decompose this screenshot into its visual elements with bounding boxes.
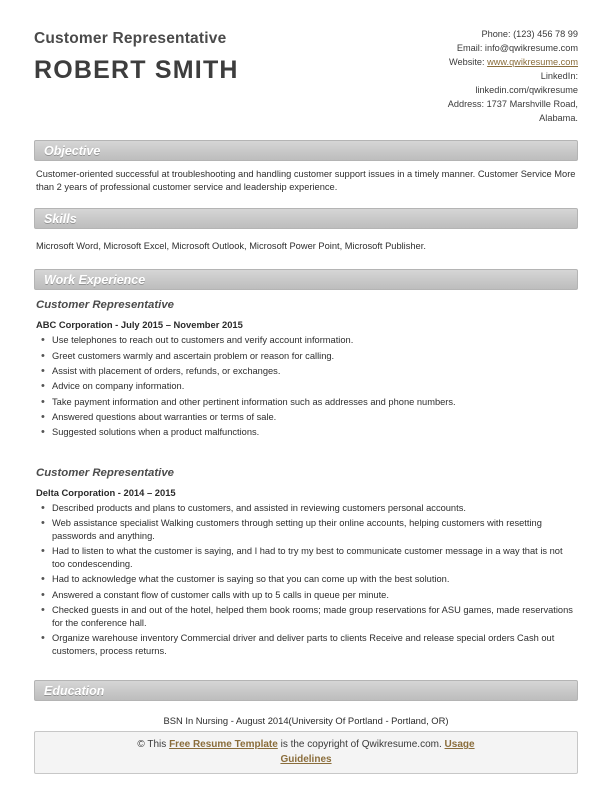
list-item: • Organize warehouse inventory Commercial driver and deliver parts to clients Receive and release special orders Cash out customers, process returns. [52,632,576,658]
experience-bullets [36,334,576,439]
list-item: • Suggested solutions when a product malfunctions. [52,426,576,439]
experience-role: Customer Representative [36,299,175,312]
candidate-name: ROBERT SMITH [34,56,239,84]
experience-divider [34,442,578,458]
list-item: • Take payment information and other pertinent information such as addresses and phone numbers. [52,396,576,409]
website-link[interactable]: www.qwikresume.com [487,56,578,67]
contact-phone: Phone: (123) 456 78 99 [481,29,578,39]
list-item: • Described products and plans to customers, and assisted in reviewing customers personal accounts. [52,502,576,515]
section-header-objective: Objective [34,140,578,161]
page-title: Customer Representative [34,30,227,47]
list-item: • Use telephones to reach out to customers and verify account information. [52,334,576,347]
contact-email: Email: info@qwikresume.com [456,42,578,53]
contact-website-label: Website: [448,56,488,67]
experience-item [34,458,578,658]
skills-text: Microsoft Word, Microsoft Excel, Microsoft Outlook, Microsoft Power Point, Microsoft Publisher. [36,241,426,252]
experience-bullets [36,502,576,658]
experience-company: Delta Corporation - 2014 – 2015 [36,486,176,498]
contact-linkedin-value: linkedin.com/qwikresume [475,84,578,95]
list-item: • Had to listen to what the customer is saying, and I had to try my best to communicate customer message in a way that is not too condescending. [52,545,576,571]
list-item: • Had to acknowledge what the customer is saying so that you can come up with the best solution. [52,573,576,586]
section-header-skills: Skills [34,208,578,229]
footer-prefix: © This [137,739,170,750]
contact-website [448,56,578,70]
section-header-work-experience: Work Experience [34,269,578,290]
list-item: • Answered a constant flow of customer calls with up to 5 calls in queue per minute. [52,589,576,602]
objective-text: Customer-oriented successful at troubleshooting and handling customer support issues in a timely manner. Customer Service More than 2 years of professional customer service and leadership experience. [36,168,576,193]
contact-address-line2: Alabama. [539,112,578,123]
footer-middle: is the copyright of Qwikresume.com. [277,739,445,750]
list-item: • Greet customers warmly and ascertain problem or reason for calling. [52,350,576,363]
contact-block [448,26,578,126]
header-left [34,26,239,85]
usage-guidelines-link-2[interactable]: Guidelines [280,753,332,765]
experience-role: Customer Representative [36,466,175,479]
resume-header [34,26,578,126]
contact-linkedin-label: LinkedIn: [540,70,578,81]
usage-guidelines-link-1[interactable]: Usage [444,739,475,750]
list-item: • Advice on company information. [52,380,576,393]
experience-item [34,290,578,439]
footer-copyright [34,731,578,774]
list-item: • Assist with placement of orders, refunds, or exchanges. [52,365,576,378]
education-text: BSN In Nursing - August 2014(University Of Portland - Portland, OR) [163,714,449,726]
experience-company: ABC Corporation - July 2015 – November 2015 [36,319,243,331]
list-item: • Checked guests in and out of the hotel, helped them book rooms; made group reservations for ASU games, made reservations for the conference hall. [52,604,576,630]
section-header-education: Education [34,680,578,701]
list-item: • Web assistance specialist Walking customers through setting up their online accounts, helping customers with resetting passwords and anything. [52,517,576,543]
contact-address-line1: Address: 1737 Marshville Road, [447,98,578,109]
free-resume-template-link[interactable]: Free Resume Template [169,739,278,750]
list-item: • Answered questions about warranties or terms of sale. [52,411,576,424]
